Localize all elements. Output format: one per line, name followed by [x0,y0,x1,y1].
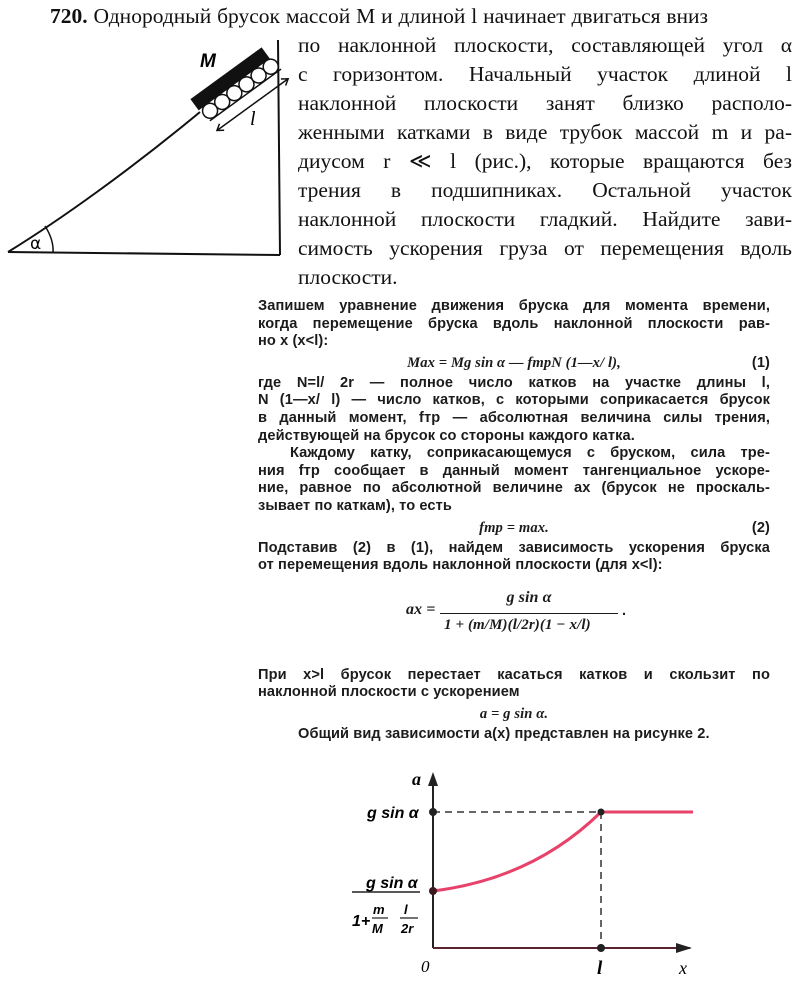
solution-line: ния fтр сообщает в данный момент тангенциальное ускоре- [258,462,770,479]
problem-text-line: наклонной плоскости занят близко располо- [298,91,792,115]
equation-lhs: ax = [406,600,436,618]
solution-line: где N=l/ 2r — полное число катков на участке длины l, [258,374,770,391]
solution-line: ние, равное по абсолютной величине ax (брусок не проскаль- [258,480,770,497]
fraction-bar [440,613,618,614]
equation-body: fтр = max. [479,519,549,536]
solution-line: N (1—x/ l) — число катков, с которыми соприкасается брусок [258,392,770,409]
y-axis-arrow-icon [428,772,438,786]
solution-closing: Общий вид зависимости a(x) представлен на рисунке 2. [298,725,710,742]
y-tick-denominator: 1+ [352,913,371,930]
angle-arc-icon [45,226,53,253]
problem-text-line: диусом r ≪ l (рис.), которые вращаются без [298,149,792,173]
ground-line [8,252,280,255]
equation-3 [258,579,770,653]
solution-line: зывает по каткам), то есть [258,497,452,514]
point-marker [598,809,605,816]
equation-2 [258,516,770,540]
problem-text-line: симость ускорения груза от перемещения вдоль [298,236,792,260]
problem-text-line: с горизонтом. Начальный участок длиной l [298,62,792,86]
angle-label: α [30,234,42,254]
x-tick-label: 0 [421,957,430,976]
fraction-numerator: g sin α [506,588,552,606]
x-axis-arrow-icon [676,943,692,953]
solution-line: Каждому катку, соприкасающемуся с бруском, сила тре- [290,445,770,462]
equation-body: Max = Mg sin α — fтрN (1—x/ l), [407,354,621,371]
solution-line: когда перемещение бруска вдоль наклонной плоскости рав- [258,315,770,332]
y-tick-numerator: g sin α [366,875,418,892]
problem-text-line: женными катками в виде трубок массой m и ра- [298,120,792,144]
point-marker [597,944,605,952]
equation-end: . [622,602,627,619]
problem-text-line: наклонной плоскости гладкий. Найдите зави- [298,207,792,231]
problem-statement [0,0,799,290]
y-tick-denominator: M [372,921,383,936]
equation-number: (1) [751,354,770,371]
solution-line: Запишем уравнение движения бруска для момента времени, [258,298,770,314]
y-tick-denominator: 2r [401,921,414,936]
equation-body: a = g sin α. [479,705,549,722]
problem-text-line: трения в подшипниках. Остальной участок [298,178,792,202]
problem-text-line: Однородный брусок массой M и длиной l начинает двигаться вниз [93,4,709,28]
y-tick-denominator: m [373,902,385,917]
mass-label: M [200,51,216,72]
point-marker [429,887,437,895]
y-tick-label: g sin α [367,805,419,822]
problem-text-line: плоскости. [298,265,398,289]
solution-line: действующей на брусок со стороны каждого катка. [258,427,635,444]
length-label: l [250,108,256,130]
solution-line: Подставив (2) в (1), найдем зависимость ускорения бруска [258,539,770,556]
fraction-denominator: 1 + (m/M)(l/2r)(1 − x/l) [444,616,591,633]
y-tick-denominator: l [404,902,408,917]
problem-text [298,31,792,292]
solution-line: но x (x<l): [258,333,329,350]
equation-4 [258,702,770,726]
solution [258,298,770,744]
problem-number: 720. [50,4,88,28]
equation-1 [258,351,770,375]
x-axis-label: x [679,958,687,978]
inclined-plane-figure [0,38,290,278]
a-of-x-curve [433,812,693,891]
x-tick-label: l [597,958,603,979]
incline-line [8,112,200,252]
point-marker [429,808,437,816]
problem-text-line: по наклонной плоскости, составляющей угол α [298,33,792,57]
solution-line: в данный момент, fтр — абсолютная величина силы трения, [258,409,770,426]
acceleration-graph [340,768,799,981]
solution-line: наклонной плоскости с ускорением [258,684,520,701]
y-axis-label: a [412,769,421,789]
solution-line: от перемещения вдоль наклонной плоскости (для x<l): [258,557,663,574]
problem-first-line [50,2,795,31]
solution-line: При x>l брусок перестает касаться катков и скользит по [258,666,770,683]
wall-line [278,40,280,255]
equation-number: (2) [751,519,770,536]
